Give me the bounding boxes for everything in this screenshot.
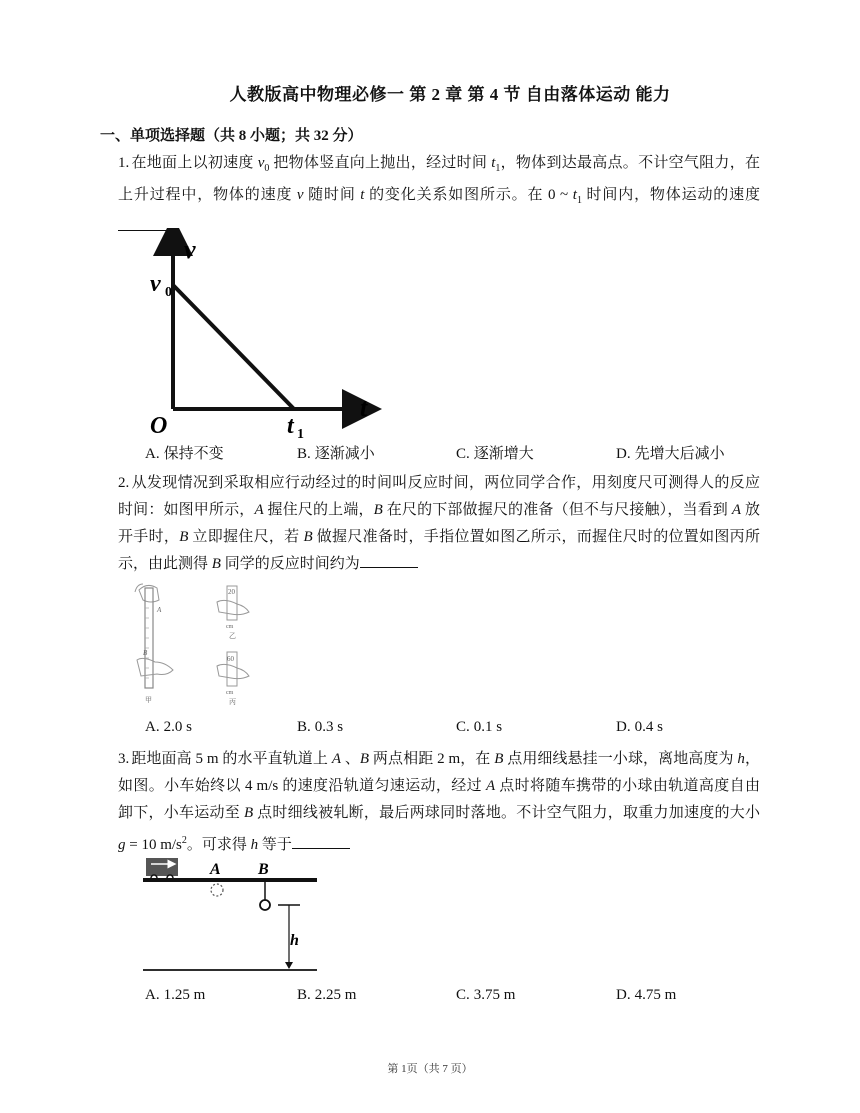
math-var: h	[250, 837, 259, 853]
figure-bing	[217, 652, 249, 706]
label-a: A	[210, 861, 221, 878]
question-text: 两点相距 2 m，在	[369, 751, 495, 767]
option-text: 0.4 s	[634, 719, 663, 735]
option-c[interactable]	[456, 442, 534, 463]
ball-b	[260, 900, 270, 910]
option-c[interactable]	[456, 719, 502, 736]
option-text: 4.75 m	[634, 987, 677, 1003]
math-var: A	[731, 502, 742, 518]
vt-graph	[150, 228, 390, 443]
question-text: 在尺的下部做握尺的准备（但不与尺接触），当看到	[382, 502, 732, 518]
option-text: 保持不变	[163, 446, 224, 462]
question-text: 的变化关系如图所示。在 0 ~	[364, 187, 573, 203]
math-var: t	[360, 187, 365, 203]
track-figure	[140, 848, 330, 978]
option-a[interactable]	[145, 719, 192, 736]
ruler-figure	[133, 578, 268, 710]
v-axis-label: v	[184, 235, 196, 264]
option-label: D.	[616, 987, 631, 1003]
math-sub: 0	[264, 163, 270, 174]
answer-blank[interactable]	[292, 834, 350, 849]
option-b[interactable]	[297, 987, 356, 1004]
option-label: D.	[616, 719, 631, 735]
math-sub: 1	[576, 195, 582, 206]
question-text: 把物体竖直向上抛出，经过时间	[269, 155, 492, 171]
v0-label: v	[150, 271, 161, 297]
question-text: 立即握住尺，若	[188, 529, 304, 545]
option-c[interactable]	[456, 987, 515, 1004]
question-text: 同学的反应时间约为	[220, 556, 360, 572]
question-text: ，物体到达最高点。不计空气阻力，在上升过程中，物体的速度	[118, 155, 760, 203]
option-b[interactable]	[297, 442, 375, 463]
option-text: 0.3 s	[314, 719, 344, 735]
label-b: B	[143, 649, 148, 657]
option-label: B.	[297, 719, 311, 735]
question-text: ，如图。小车始终以 4 m/s 的速度沿轨道匀速运动，经过	[118, 751, 760, 794]
question-text: 在地面上以初速度	[131, 155, 258, 171]
question-text: 。可求得	[186, 837, 251, 853]
math-var: g	[118, 837, 126, 853]
label-b: B	[258, 861, 269, 878]
caption-bing: 丙	[229, 698, 236, 706]
option-label: C.	[456, 446, 470, 462]
question-text: 握住尺的上端，	[263, 502, 374, 518]
option-text: 逐渐增大	[473, 446, 534, 462]
question-number: 2.	[118, 475, 130, 491]
option-label: C.	[456, 987, 470, 1003]
option-label: B.	[297, 446, 311, 462]
math-var: B	[494, 751, 504, 767]
question-text: 随时间	[303, 187, 361, 203]
unit-cm: cm	[226, 624, 234, 630]
option-label: C.	[456, 719, 470, 735]
option-text: 先增大后减小	[634, 446, 725, 462]
question-text: = 10 m/s	[125, 837, 182, 853]
option-text: 2.25 m	[314, 987, 357, 1003]
option-d[interactable]	[616, 442, 725, 463]
v0-sub: 0	[165, 285, 172, 300]
question-number: 3.	[118, 751, 130, 767]
label-h: h	[290, 932, 299, 949]
option-label: B.	[297, 987, 311, 1003]
option-label: A.	[145, 719, 160, 735]
caption-jia: 甲	[145, 696, 152, 704]
math-var: t	[572, 187, 577, 203]
math-var: B	[303, 529, 313, 545]
mark-60: 60	[227, 655, 234, 663]
question-text: 放开手时，	[118, 502, 760, 545]
option-label: A.	[145, 987, 160, 1003]
math-var: B	[373, 502, 383, 518]
math-var: v	[296, 187, 304, 203]
figure-yi	[217, 586, 249, 640]
option-text: 0.1 s	[473, 719, 503, 735]
question-text: 距地面高 5 m 的水平直轨道上	[131, 751, 332, 767]
question-number: 1.	[118, 155, 130, 171]
question-text: 等于	[258, 837, 292, 853]
question-text: 时间内，物体运动的速度	[581, 187, 760, 203]
question-text: 从发现情况到采取相应行动经过的时间叫反应时间，两位同学合作，用刻度尺可测得人的反应时间：如图甲所示，	[118, 475, 760, 518]
option-d[interactable]	[616, 987, 676, 1004]
question-3	[118, 746, 760, 859]
option-a[interactable]	[145, 442, 224, 463]
question-text: 、	[340, 751, 360, 767]
question-text: 点时将随车携带的小球由轨道高度自由卸下，小车运动至	[118, 778, 760, 821]
t-axis-label: t	[360, 393, 368, 422]
section-heading: 一、单项选择题（共 8 小题；共 32 分）	[100, 128, 363, 144]
t1-label: t	[287, 413, 294, 439]
page-title: 人教版高中物理必修一 第 2 章 第 4 节 自由落体运动 能力	[229, 85, 671, 104]
ball-a	[211, 884, 223, 896]
question-text: 点时细线被轧断，最后两球同时落地。不计空气阻力，取重力加速度的大小	[253, 805, 760, 821]
option-text: 2.0 s	[163, 719, 192, 735]
mark-20: 20	[228, 588, 235, 596]
math-var: B	[359, 751, 370, 767]
math-var: t	[491, 155, 496, 171]
option-d[interactable]	[616, 719, 663, 736]
cart	[146, 858, 178, 876]
math-var: B	[211, 556, 221, 572]
option-text: 1.25 m	[163, 987, 206, 1003]
figure-jia	[135, 584, 173, 704]
math-var: B	[179, 529, 189, 545]
label-a: A	[157, 606, 162, 614]
math-var: B	[243, 805, 254, 821]
option-label: A.	[145, 446, 160, 462]
math-var: A	[331, 751, 341, 767]
origin-label: O	[150, 413, 168, 439]
question-2	[118, 470, 760, 578]
track	[143, 878, 317, 882]
unit-cm: cm	[226, 690, 234, 696]
t1-sub: 1	[297, 427, 304, 442]
caption-yi: 乙	[229, 632, 236, 640]
option-text: 3.75 m	[473, 987, 516, 1003]
math-var: v	[257, 155, 265, 171]
math-sup: 2	[181, 835, 187, 846]
math-var: A	[254, 502, 264, 518]
velocity-line	[173, 285, 294, 409]
answer-blank[interactable]	[360, 553, 418, 568]
math-var: h	[737, 751, 745, 767]
option-label: D.	[616, 446, 631, 462]
option-b[interactable]	[297, 719, 343, 736]
question-text: 做握尺准备时，手指位置如图乙所示，而握住尺时的位置如图丙所示，由此测得	[118, 529, 760, 572]
question-text: 点用细线悬挂一小球，离地高度为	[503, 751, 738, 767]
option-a[interactable]	[145, 987, 205, 1004]
math-var: A	[486, 778, 496, 794]
option-text: 逐渐减小	[314, 446, 375, 462]
page-footer: 第 1页（共 7 页）	[387, 1063, 473, 1075]
math-sub: 1	[495, 163, 501, 174]
